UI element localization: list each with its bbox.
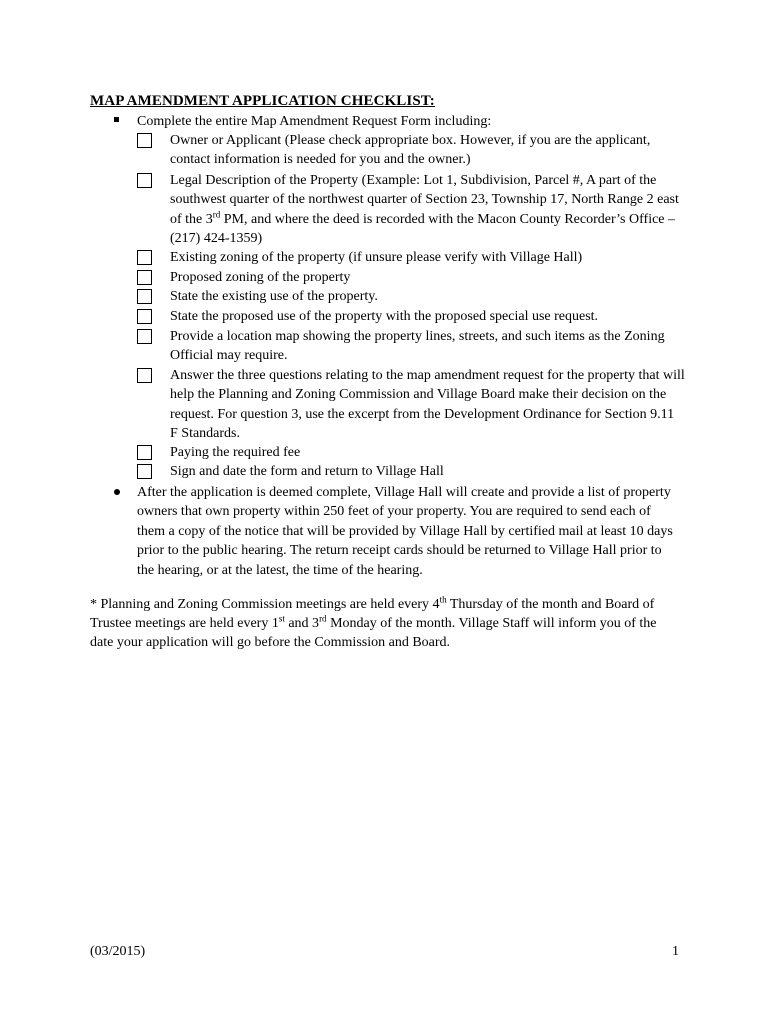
checkbox[interactable] xyxy=(137,464,152,479)
checklist-item-text: Answer the three questions relating to the map amendment request for the property that will xyxy=(170,368,685,383)
revision-date: (03/2015) xyxy=(90,944,146,959)
checklist-item-text: F Standards. xyxy=(170,426,240,442)
checklist-item-text: (217) 424-1359) xyxy=(170,231,263,247)
checklist-item-text: Official may require. xyxy=(170,348,288,364)
checklist-item-text: of the 3rd PM, and where the deed is recorded with the Macon County Recorder’s Office – xyxy=(170,209,676,227)
square-bullet-icon xyxy=(114,117,119,122)
checkbox[interactable] xyxy=(137,270,152,285)
checklist-item-text: request. For question 3, use the excerpt from the Development Ordinance for Section 9.11 xyxy=(170,406,675,422)
checklist-item-text: Proposed zoning of the property xyxy=(170,270,351,285)
checkbox[interactable] xyxy=(137,329,152,344)
checklist-item-text: help the Planning and Zoning Commission and Village Board make their decision on the xyxy=(170,387,667,403)
checklist-item-text: southwest quarter of the northwest quarter of Section 23, Township 17, North Range 2 east xyxy=(170,192,679,208)
checklist-item-text: Paying the required fee xyxy=(170,445,301,460)
checkbox[interactable] xyxy=(137,173,152,188)
after-application-line: them a copy of the notice that will be provided by Village Hall by certified mail at least 10 days xyxy=(137,523,673,539)
checkbox[interactable] xyxy=(137,445,152,460)
checkbox[interactable] xyxy=(137,289,152,304)
note-line-3: date your application will go before the Commission and Board. xyxy=(90,635,451,650)
checkbox[interactable] xyxy=(137,309,152,324)
checkbox[interactable] xyxy=(137,133,152,148)
round-bullet-icon xyxy=(114,489,120,495)
page-number: 1 xyxy=(672,944,679,959)
checklist-item-text: Legal Description of the Property (Example: Lot 1, Subdivision, Parcel #, A part of the xyxy=(170,173,657,188)
note-line-2: Trustee meetings are held every 1st and 3rd Monday of the month. Village Staff will inform you of the xyxy=(90,613,657,631)
checklist-item-text: Existing zoning of the property (if unsure please verify with Village Hall) xyxy=(170,250,583,265)
intro-item-text: Complete the entire Map Amendment Request Form including: xyxy=(137,114,492,129)
after-application-line: the hearing, or at the latest, the time of the hearing. xyxy=(137,562,423,578)
checklist-item-text: contact information is needed for you and the owner.) xyxy=(170,152,471,168)
checklist-item-text: State the proposed use of the property with the proposed special use request. xyxy=(170,309,599,324)
checklist-item-text: Sign and date the form and return to Village Hall xyxy=(170,464,444,479)
page-title: MAP AMENDMENT APPLICATION CHECKLIST: xyxy=(90,93,435,109)
checklist-item-text: Owner or Applicant (Please check appropriate box. However, if you are the applicant, xyxy=(170,133,651,148)
note-line-1: * Planning and Zoning Commission meetings are held every 4th Thursday of the month and Board of xyxy=(90,594,655,612)
checkbox[interactable] xyxy=(137,368,152,383)
after-application-line: After the application is deemed complete, Village Hall will create and provide a list of property xyxy=(137,485,671,500)
checklist-item-text: Provide a location map showing the property lines, streets, and such items as the Zoning xyxy=(170,329,665,344)
checklist-item-text: State the existing use of the property. xyxy=(170,289,378,304)
after-application-line: owners that own property within 250 feet of your property. You are required to send each of xyxy=(137,504,651,520)
checkbox[interactable] xyxy=(137,250,152,265)
after-application-line: prior to the public hearing. The return receipt cards should be returned to Village Hall prior to xyxy=(137,543,662,559)
